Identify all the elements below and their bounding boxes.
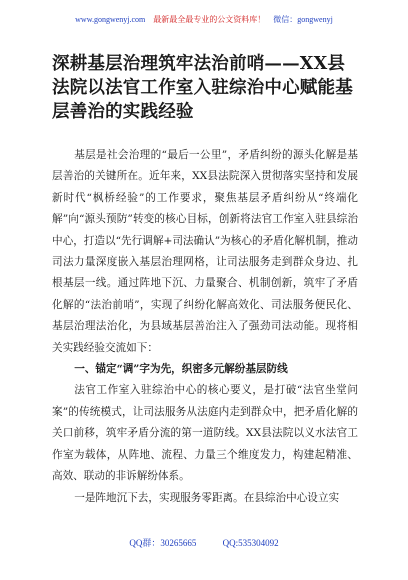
page-footer bbox=[0, 536, 408, 549]
site-url[interactable]: www.gongwenyj.com bbox=[75, 15, 146, 24]
wechat-text: 微信：gongwenyj bbox=[273, 15, 333, 24]
section-heading: 一、锚定“调”字为先，织密多元解纷基层防线 bbox=[74, 363, 288, 376]
paragraph-point-1: 一是阵地沉下去，实现服务零距离。在县综治中心设立实 bbox=[74, 491, 340, 504]
document-title: 深耕基层治理筑牢法治前哨——XX县法院以法官工作室入驻综治中心赋能基层善治的实践经验 bbox=[52, 54, 353, 122]
ad-text: 最新最全最专业的公文资料库！ bbox=[153, 15, 266, 24]
paragraph-section-1: 法官工作室入驻综治中心的核心要义，是打破“法官坐堂问案”的传统模式，让司法服务从法庭内走到群众中，把矛盾化解的关口前移，筑牢矛盾分流的第一道防线。XX县法院以义水法官工作室为载体，从阵地、流程、力量三个维度发力，构建起精准、高效、联动的非诉解纷体系。 bbox=[52, 384, 358, 483]
qq-text: QQ:535304092 bbox=[222, 538, 279, 548]
document-body bbox=[52, 145, 358, 509]
qq-group-text: QQ群：30265665 bbox=[129, 538, 197, 548]
page-header bbox=[0, 14, 408, 25]
paragraph-intro: 基层是社会治理的“最后一公里”，矛盾纠纷的源头化解是基层善治的关键所在。近年来，XX县法院深入贯彻落实坚持和发展新时代“枫桥经验”的工作要求，聚焦基层矛盾纠纷从“终端化解”向“源头预防”转变的核心目标，创新将法官工作室入驻县综治中心，打造以“先行调解+司法确认”为核心的矛盾化解机制，推动司法力量深度嵌入基层治理网格，让司法服务走到群众身边、扎根基层一线。通过阵地下沉、力量聚合、机制创新，筑牢了矛盾化解的“法治前哨”，实现了纠纷化解高效化、司法服务便民化、基层治理法治化，为县域基层善治注入了强劲司法动能。现将相关实践经验交流如下： bbox=[52, 149, 358, 354]
